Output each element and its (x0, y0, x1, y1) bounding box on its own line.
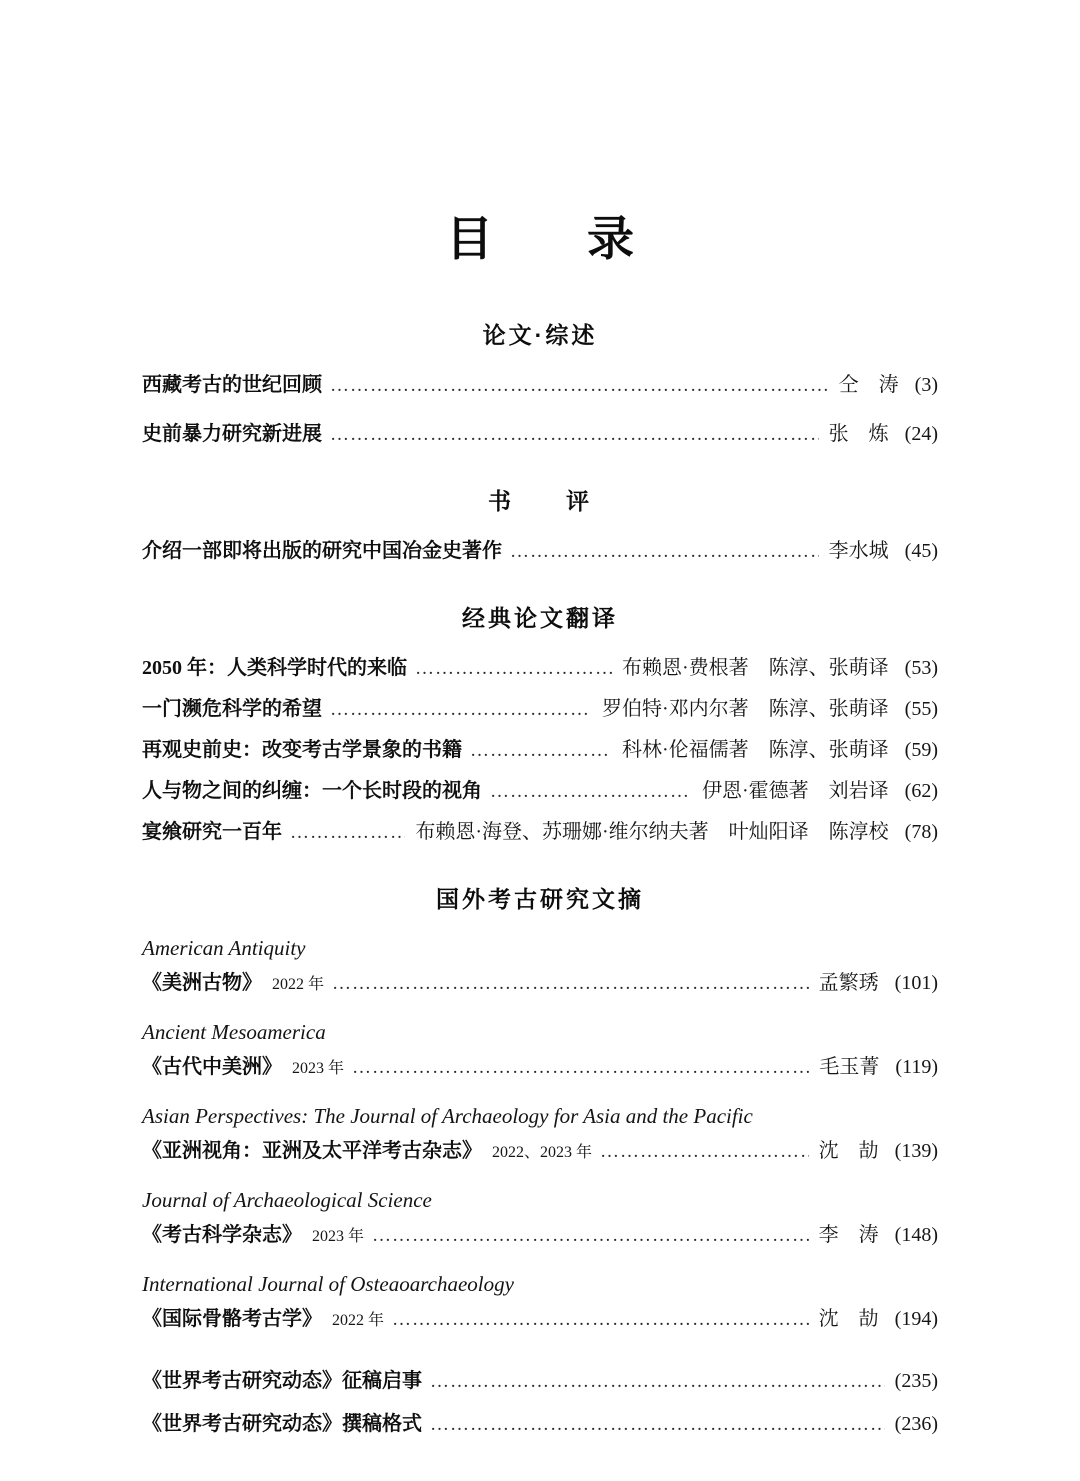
journal-year: 2023 年 (312, 1228, 365, 1246)
entry-authors: 布赖恩·费根著 陈淳、张萌译 (622, 657, 889, 680)
dot-leader (510, 536, 819, 567)
toc-entry (142, 776, 938, 807)
journal-entry (142, 1186, 938, 1252)
dot-leader (290, 817, 405, 848)
journal-english-title: Ancient Mesoamerica (142, 1020, 326, 1045)
journal-translator: 孟繁琇 (818, 972, 879, 995)
journal-row (142, 1304, 938, 1336)
section-heading: 经典论文翻译 (462, 605, 618, 632)
journal-year: 2022 年 (272, 976, 325, 994)
journal-english-title: International Journal of Osteaoarchaeology (142, 1272, 514, 1297)
journal-entry (142, 1018, 938, 1084)
entry-page-number: (62) (904, 780, 938, 803)
entry-authors: 布赖恩·海登、苏珊娜·维尔纳夫著 叶灿阳译 陈淳校 (415, 821, 889, 844)
entry-title: 介绍一部即将出版的研究中国冶金史著作 (142, 540, 502, 563)
journal-row (142, 1220, 938, 1252)
section-papers-review (142, 320, 938, 450)
dot-leader (332, 968, 809, 999)
toc-entry (142, 653, 938, 684)
journal-chinese-title: 《古代中美洲》 (142, 1056, 282, 1079)
dot-leader (430, 1409, 885, 1440)
toc-entry (142, 694, 938, 725)
dot-leader (392, 1304, 809, 1335)
journal-entry (142, 1270, 938, 1336)
entry-page-number: (119) (895, 1056, 938, 1079)
entry-title: 西藏考古的世纪回顾 (142, 374, 322, 397)
section-classic-translations (142, 603, 938, 848)
entry-title: 史前暴力研究新进展 (142, 423, 322, 446)
journal-year: 2022、2023 年 (492, 1144, 593, 1162)
toc-entry (142, 536, 938, 567)
entry-title: 一门濒危科学的希望 (142, 698, 322, 721)
entry-title: 《世界考古研究动态》撰稿格式 (142, 1413, 422, 1436)
entry-page-number: (194) (894, 1308, 938, 1331)
entry-title: 再观史前史：改变考古学景象的书籍 (142, 739, 462, 762)
journal-english-title: American Antiquity (142, 936, 306, 961)
journal-chinese-title: 《亚洲视角：亚洲及太平洋考古杂志》 (142, 1140, 482, 1163)
toc-entry (142, 1409, 938, 1440)
toc-entry (142, 370, 938, 401)
entry-page-number: (78) (904, 821, 938, 844)
dot-leader (330, 419, 819, 450)
entry-page-number: (45) (904, 540, 938, 563)
entry-page-number: (3) (914, 374, 938, 397)
journal-notices (142, 1366, 938, 1440)
entry-authors: 伊恩·霍德著 刘岩译 (702, 780, 889, 803)
journal-row (142, 1136, 938, 1168)
journal-translator: 沈 劼 (818, 1308, 879, 1331)
dot-leader (600, 1136, 809, 1167)
section-book-review (142, 486, 938, 567)
entry-title: 2050 年：人类科学时代的来临 (142, 657, 407, 680)
dot-leader (430, 1366, 885, 1397)
dot-leader (372, 1220, 809, 1251)
journal-chinese-title: 《国际骨骼考古学》 (142, 1308, 322, 1331)
journal-translator: 李 涛 (818, 1224, 879, 1247)
dot-leader (330, 694, 592, 725)
entry-authors: 科林·伦福儒著 陈淳、张萌译 (622, 739, 889, 762)
journal-chinese-title: 《考古科学杂志》 (142, 1224, 302, 1247)
dot-leader (352, 1052, 809, 1083)
entry-page-number: (101) (894, 972, 938, 995)
section-heading: 国外考古研究文摘 (436, 886, 644, 913)
entry-page-number: (235) (894, 1370, 938, 1393)
journal-row (142, 1052, 938, 1084)
page-title: 目 录 (446, 214, 634, 266)
toc-entry (142, 1366, 938, 1397)
journal-year: 2022 年 (332, 1312, 385, 1330)
toc-entry (142, 735, 938, 766)
entry-authors: 仝 涛 (838, 374, 899, 397)
dot-leader (415, 653, 612, 684)
entry-page-number: (148) (894, 1224, 938, 1247)
entry-page-number: (139) (894, 1140, 938, 1163)
journal-english-title: Journal of Archaeological Science (142, 1188, 432, 1213)
entry-title: 人与物之间的纠缠：一个长时段的视角 (142, 780, 482, 803)
section-heading: 论文·综述 (482, 322, 598, 349)
section-foreign-abstracts (142, 884, 938, 1336)
dot-leader (470, 735, 612, 766)
section-heading: 书 评 (488, 488, 592, 515)
entry-page-number: (59) (904, 739, 938, 762)
dot-leader (490, 776, 692, 807)
entry-page-number: (55) (904, 698, 938, 721)
journal-translator: 毛玉菁 (819, 1056, 880, 1079)
entry-title: 宴飨研究一百年 (142, 821, 282, 844)
journal-entry (142, 934, 938, 1000)
entry-page-number: (24) (904, 423, 938, 446)
entry-authors: 张 炼 (828, 423, 889, 446)
toc-entry (142, 817, 938, 848)
toc-content (142, 0, 938, 1440)
entry-page-number: (53) (904, 657, 938, 680)
journal-row (142, 968, 938, 1000)
toc-entry (142, 419, 938, 450)
journal-english-title: Asian Perspectives: The Journal of Archaeology for Asia and the Pacific (142, 1104, 753, 1129)
journal-entry (142, 1102, 938, 1168)
dot-leader (330, 370, 829, 401)
journal-chinese-title: 《美洲古物》 (142, 972, 262, 995)
entry-title: 《世界考古研究动态》征稿启事 (142, 1370, 422, 1393)
entry-authors: 罗伯特·邓内尔著 陈淳、张萌译 (602, 698, 889, 721)
entry-authors: 李水城 (828, 540, 889, 563)
entry-page-number: (236) (894, 1413, 938, 1436)
journal-translator: 沈 劼 (818, 1140, 879, 1163)
journal-year: 2023 年 (292, 1060, 345, 1078)
